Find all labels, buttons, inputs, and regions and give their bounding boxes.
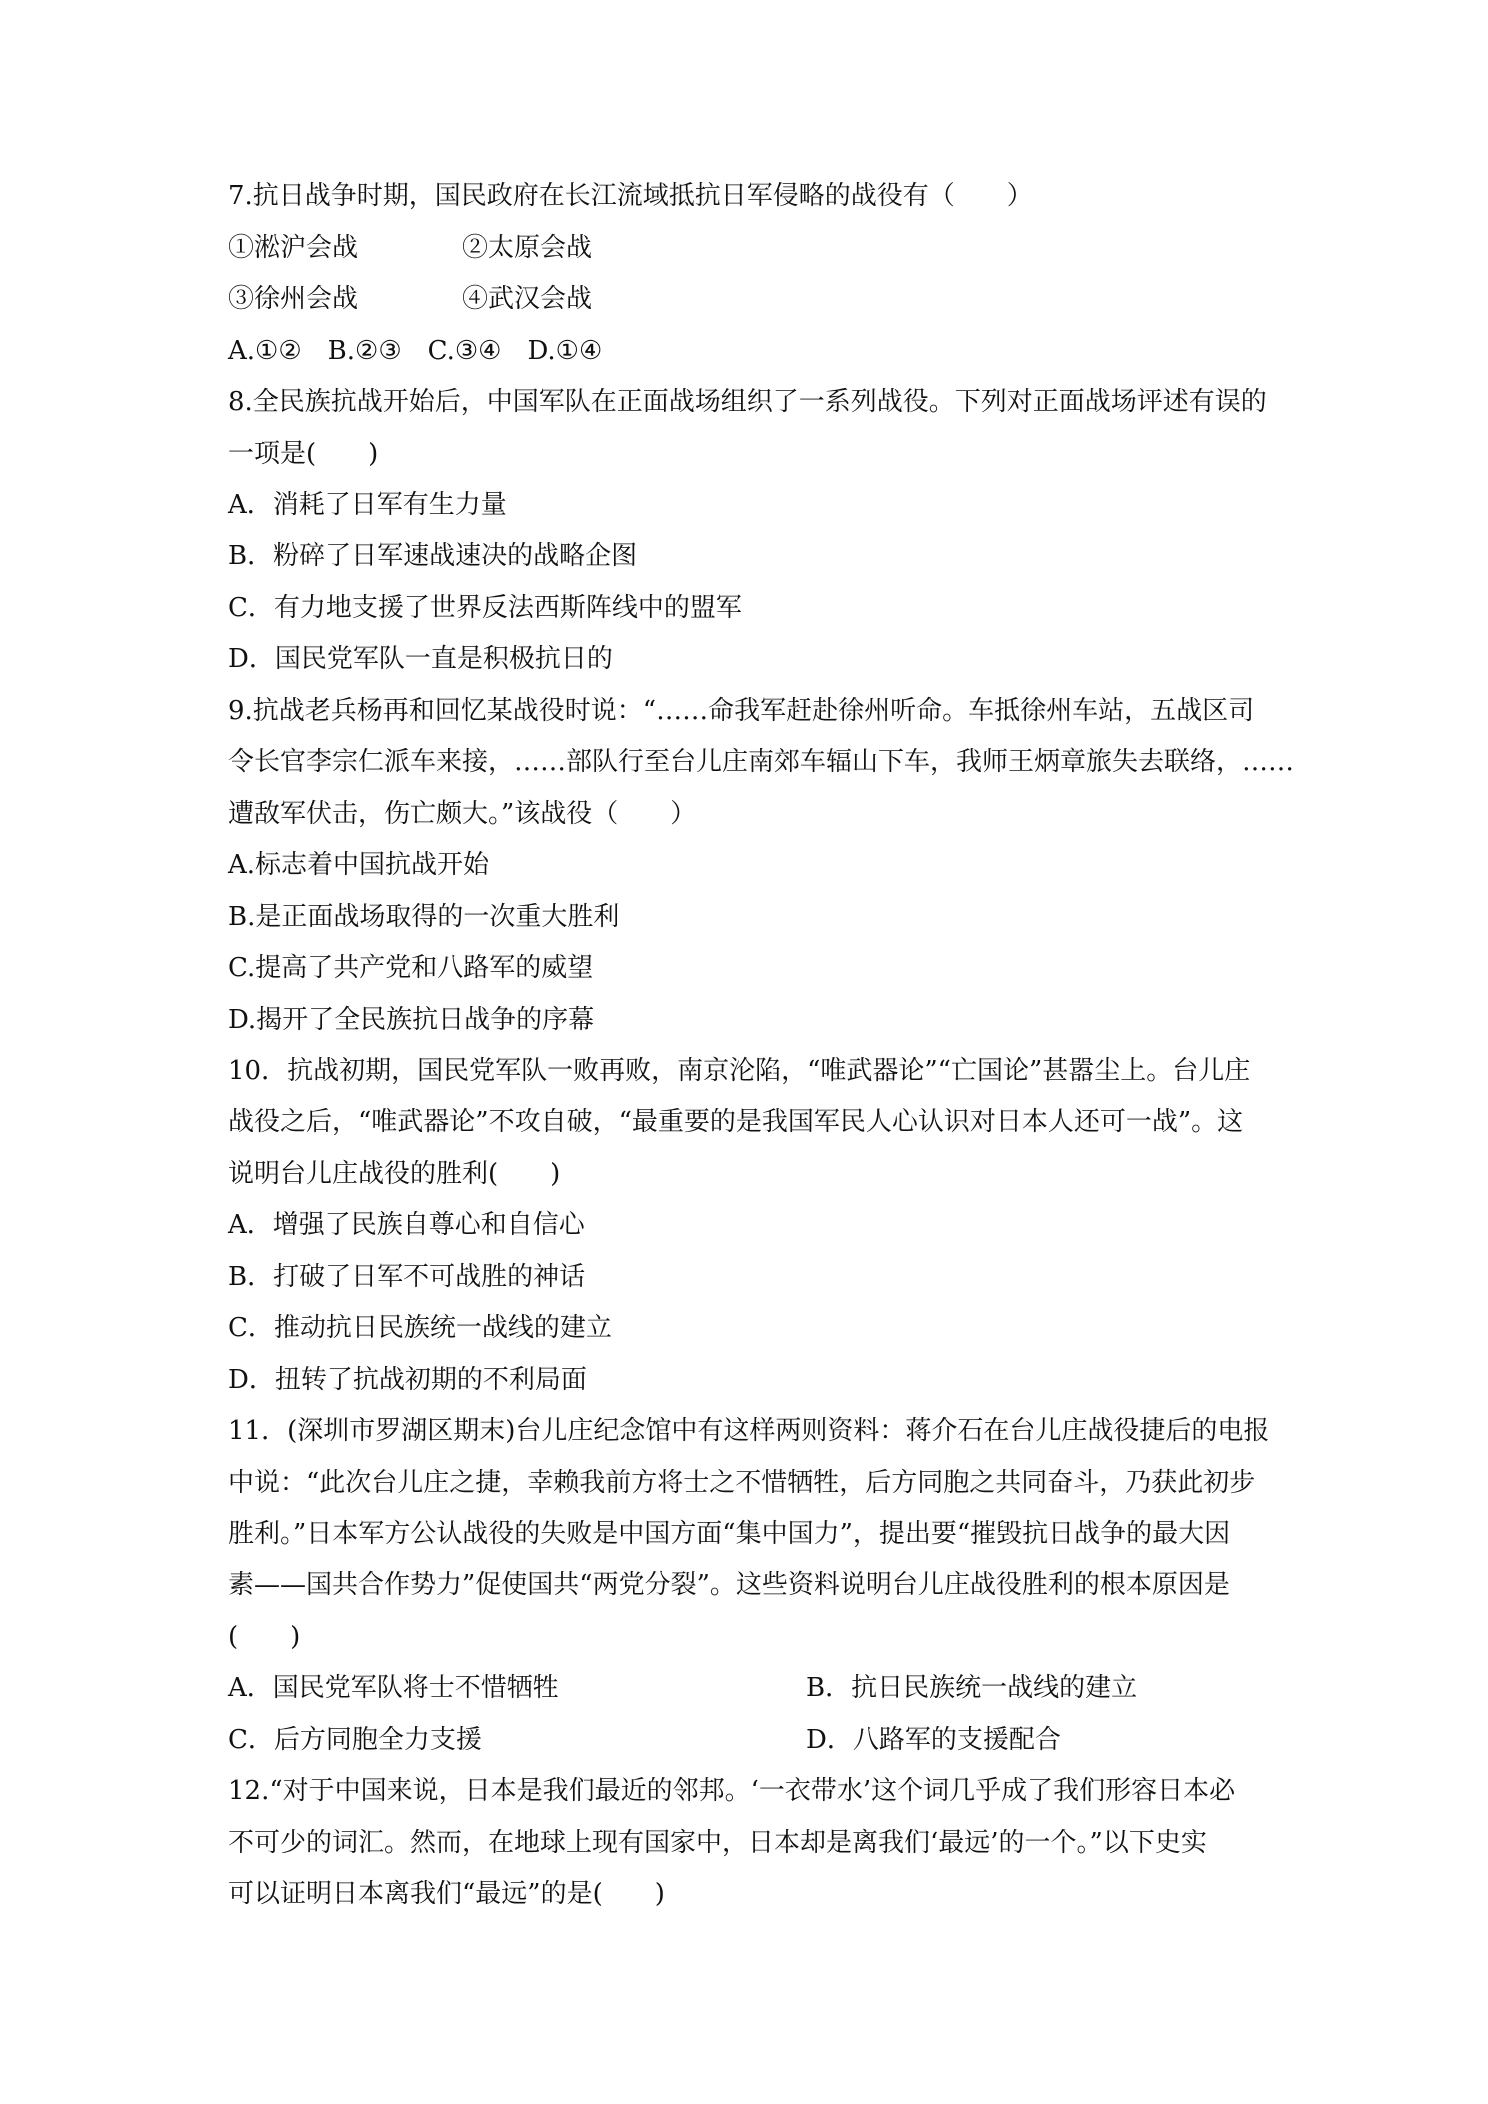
question-8-stem-line-2: 一项是( ) <box>228 439 379 469</box>
question-10-choice-a: A．增强了民族自尊心和自信心 <box>228 1210 585 1240</box>
question-12-stem-line-1: 12.“对于中国来说，日本是我们最近的邻邦。‘一衣带水’这个词几乎成了我们形容日本必 <box>228 1776 1236 1806</box>
question-10-stem-line-1: 10．抗战初期，国民党军队一败再败，南京沦陷，“唯武器论”“亡国论”甚嚣尘上。台儿庄 <box>228 1056 1251 1086</box>
question-10-stem-line-3: 说明台儿庄战役的胜利( ) <box>228 1159 561 1189</box>
question-12-stem-line-2: 不可少的词汇。然而，在地球上现有国家中，日本却是离我们‘最远’的一个。”以下史实 <box>228 1828 1207 1858</box>
question-7-choices: A.①② B.②③ C.③④ D.①④ <box>228 336 603 366</box>
question-8-choice-a: A．消耗了日军有生力量 <box>228 490 507 520</box>
question-9-choice-b: B.是正面战场取得的一次重大胜利 <box>228 902 620 932</box>
question-9-stem-line-2: 令长官李宗仁派车来接，……部队行至台儿庄南郊车辐山下车，我师王炳章旅失去联络，…… <box>228 747 1295 777</box>
question-11-choice-c: C．后方同胞全力支援 <box>228 1725 482 1755</box>
question-11-stem-line-4: 素——国共合作势力”促使国共“两党分裂”。这些资料说明台儿庄战役胜利的根本原因是 <box>228 1570 1230 1600</box>
question-8-stem-line-1: 8.全民族抗战开始后，中国军队在正面战场组织了一系列战役。下列对正面战场评述有误的 <box>228 387 1267 417</box>
question-10-choice-b: B．打破了日军不可战胜的神话 <box>228 1262 586 1292</box>
question-11-stem-line-5: ( ) <box>228 1622 301 1652</box>
question-10-choice-d: D．扭转了抗战初期的不利局面 <box>228 1365 587 1395</box>
question-11-choice-d: D．八路军的支援配合 <box>806 1725 1061 1755</box>
question-11-stem-line-2: 中说：“此次台儿庄之捷，幸赖我前方将士之不惜牺牲，后方同胞之共同奋斗，乃获此初步 <box>228 1468 1256 1498</box>
question-11-stem-line-3: 胜利。”日本军方公认战役的失败是中国方面“集中国力”，提出要“摧毁抗日战争的最大因 <box>228 1519 1231 1549</box>
question-11-choice-a: A．国民党军队将士不惜牺牲 <box>228 1673 559 1703</box>
question-8-choice-c: C．有力地支援了世界反法西斯阵线中的盟军 <box>228 593 742 623</box>
question-9-choice-c: C.提高了共产党和八路军的威望 <box>228 953 594 983</box>
question-10-stem-line-2: 战役之后，“唯武器论”不攻自破，“最重要的是我国军民人心认识对日本人还可一战”。这 <box>228 1107 1244 1137</box>
question-9-stem-line-3: 遭敌军伏击，伤亡颇大。”该战役（ ） <box>228 799 697 829</box>
question-7-stem-line-1: 7.抗日战争时期，国民政府在长江流域抵抗日军侵略的战役有（ ） <box>228 181 1033 211</box>
question-9-choice-a: A.标志着中国抗战开始 <box>228 850 490 880</box>
question-8-choice-b: B．粉碎了日军速战速决的战略企图 <box>228 541 638 571</box>
question-10-choice-c: C．推动抗日民族统一战线的建立 <box>228 1313 612 1343</box>
question-8-choice-d: D．国民党军队一直是积极抗日的 <box>228 644 613 674</box>
question-11-choice-b: B．抗日民族统一战线的建立 <box>806 1673 1138 1703</box>
question-12-stem-line-3: 可以证明日本离我们“最远”的是( ) <box>228 1879 665 1909</box>
question-7-item-line-1: ①淞沪会战 ②太原会战 <box>228 233 593 263</box>
question-9-stem-line-1: 9.抗战老兵杨再和回忆某战役时说：“……命我军赶赴徐州听命。车抵徐州车站，五战区司 <box>228 696 1255 726</box>
question-11-stem-line-1: 11．(深圳市罗湖区期末)台儿庄纪念馆中有这样两则资料：蒋介石在台儿庄战役捷后的电报 <box>228 1416 1270 1446</box>
question-7-item-line-2: ③徐州会战 ④武汉会战 <box>228 284 593 314</box>
question-9-choice-d: D.揭开了全民族抗日战争的序幕 <box>228 1005 595 1035</box>
